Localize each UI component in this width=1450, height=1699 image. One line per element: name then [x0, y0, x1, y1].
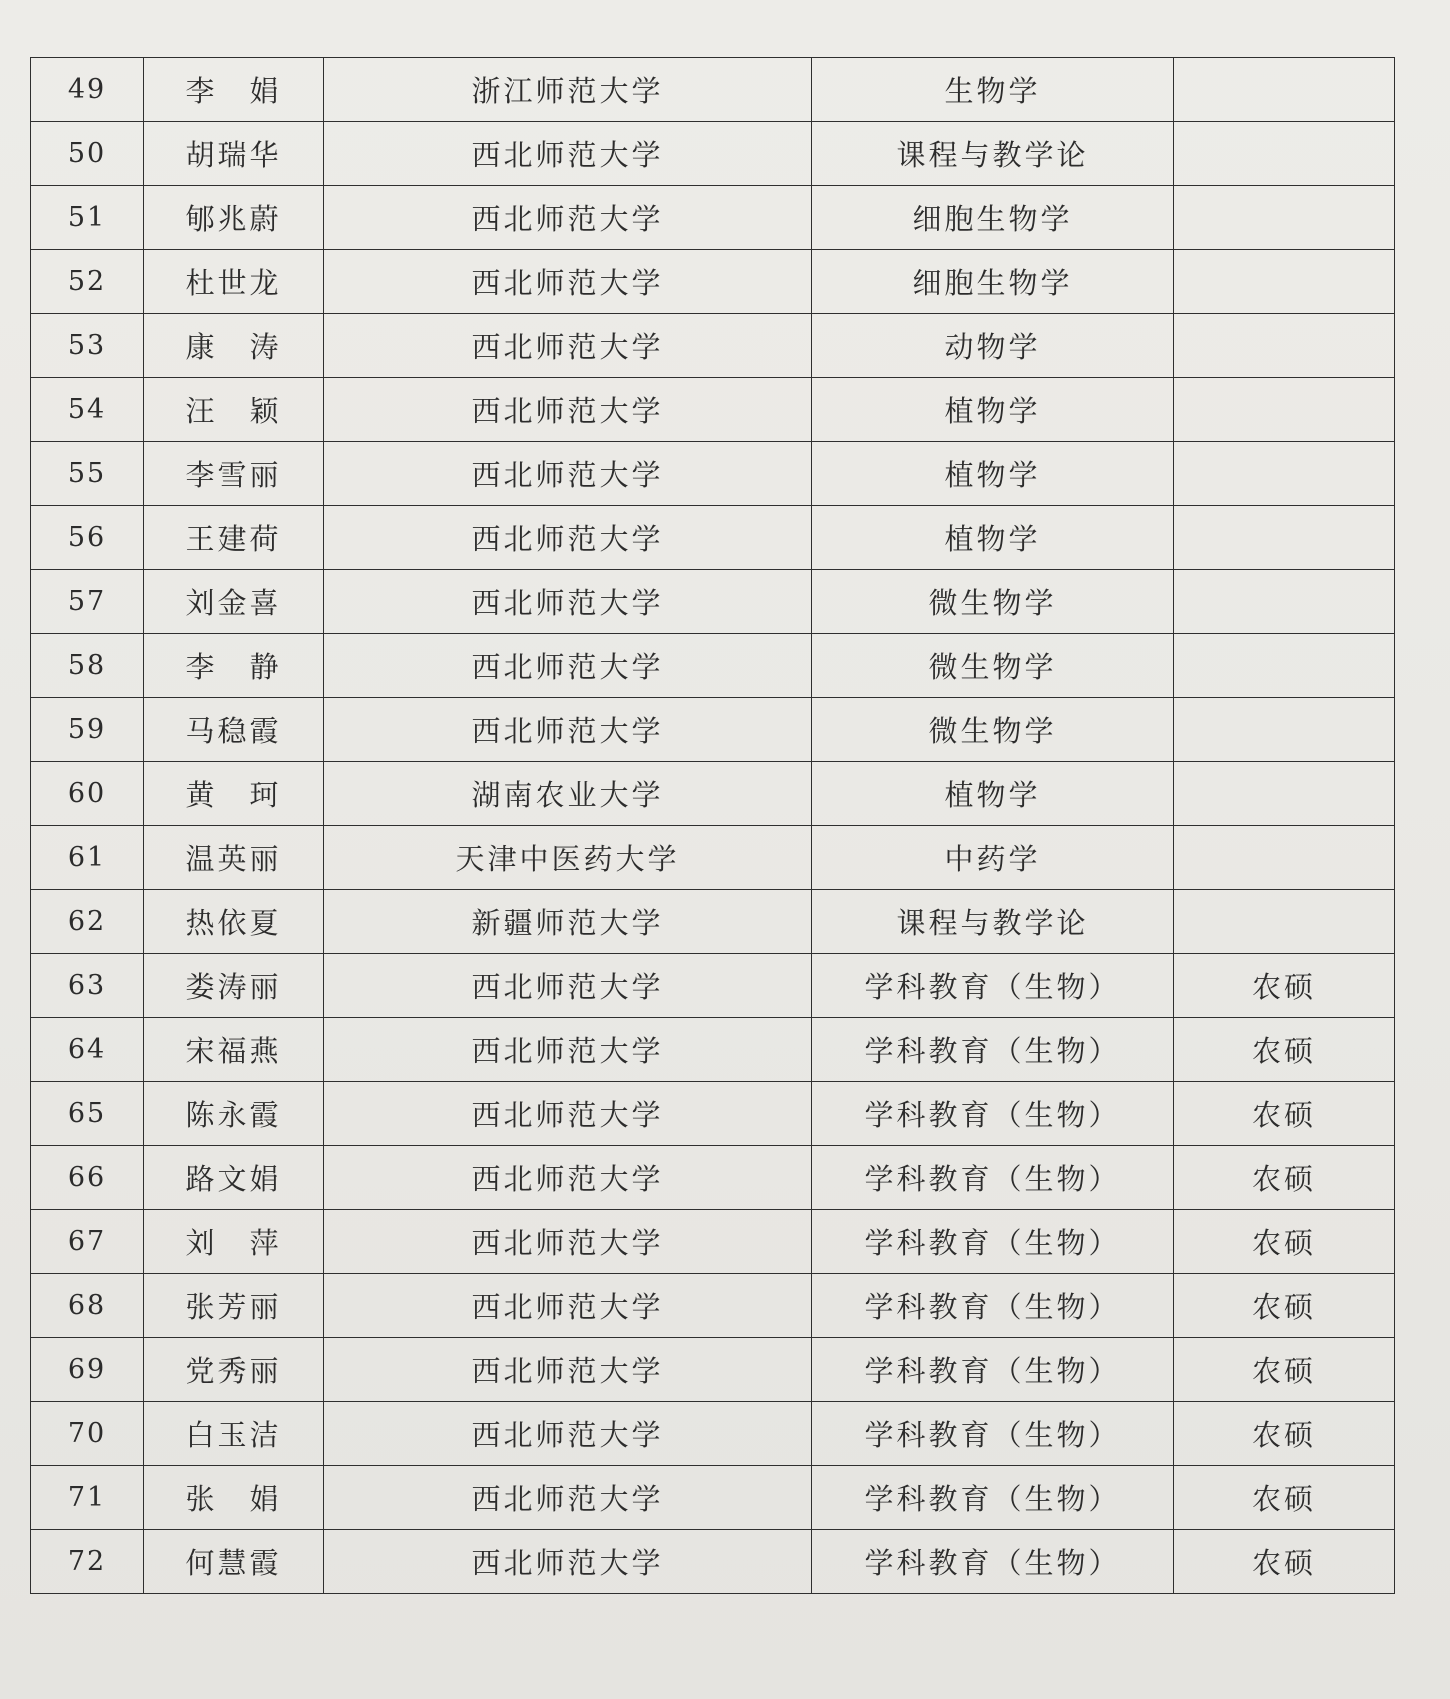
row-number: 54	[31, 378, 144, 442]
note-cell	[1174, 250, 1395, 314]
major-name: 课程与教学论	[812, 890, 1174, 954]
row-number: 60	[31, 762, 144, 826]
row-number: 59	[31, 698, 144, 762]
person-name: 李雪丽	[144, 442, 324, 506]
note-cell: 农硕	[1174, 1530, 1395, 1594]
major-name: 生物学	[812, 58, 1174, 122]
records-table	[30, 57, 1395, 1594]
row-number: 57	[31, 570, 144, 634]
major-name: 课程与教学论	[812, 122, 1174, 186]
note-cell: 农硕	[1174, 1146, 1395, 1210]
university-name: 西北师范大学	[324, 634, 812, 698]
row-number: 70	[31, 1402, 144, 1466]
table-row	[31, 1146, 1395, 1210]
note-cell	[1174, 58, 1395, 122]
table-row	[31, 1274, 1395, 1338]
person-name: 党秀丽	[144, 1338, 324, 1402]
row-number: 65	[31, 1082, 144, 1146]
row-number: 67	[31, 1210, 144, 1274]
table-row	[31, 122, 1395, 186]
person-name: 黄 珂	[144, 762, 324, 826]
note-cell	[1174, 314, 1395, 378]
university-name: 天津中医药大学	[324, 826, 812, 890]
university-name: 西北师范大学	[324, 250, 812, 314]
person-name: 李 娟	[144, 58, 324, 122]
university-name: 西北师范大学	[324, 378, 812, 442]
table-row	[31, 1210, 1395, 1274]
note-cell	[1174, 762, 1395, 826]
row-number: 68	[31, 1274, 144, 1338]
records-table-body	[31, 58, 1395, 1594]
person-name: 路文娟	[144, 1146, 324, 1210]
row-number: 56	[31, 506, 144, 570]
person-name: 白玉洁	[144, 1402, 324, 1466]
person-name: 温英丽	[144, 826, 324, 890]
table-row	[31, 1402, 1395, 1466]
person-name: 杜世龙	[144, 250, 324, 314]
person-name: 宋福燕	[144, 1018, 324, 1082]
university-name: 西北师范大学	[324, 698, 812, 762]
person-name: 刘 萍	[144, 1210, 324, 1274]
note-cell: 农硕	[1174, 1018, 1395, 1082]
major-name: 植物学	[812, 378, 1174, 442]
major-name: 微生物学	[812, 698, 1174, 762]
row-number: 72	[31, 1530, 144, 1594]
note-cell: 农硕	[1174, 954, 1395, 1018]
university-name: 西北师范大学	[324, 442, 812, 506]
table-row	[31, 378, 1395, 442]
table-row	[31, 826, 1395, 890]
university-name: 新疆师范大学	[324, 890, 812, 954]
table-row	[31, 506, 1395, 570]
table-row	[31, 58, 1395, 122]
row-number: 71	[31, 1466, 144, 1530]
note-cell	[1174, 378, 1395, 442]
university-name: 西北师范大学	[324, 1466, 812, 1530]
person-name: 刘金喜	[144, 570, 324, 634]
major-name: 动物学	[812, 314, 1174, 378]
table-row	[31, 250, 1395, 314]
note-cell: 农硕	[1174, 1210, 1395, 1274]
person-name: 王建荷	[144, 506, 324, 570]
major-name: 植物学	[812, 442, 1174, 506]
table-row	[31, 1018, 1395, 1082]
table-row	[31, 1530, 1395, 1594]
table-row	[31, 570, 1395, 634]
note-cell: 农硕	[1174, 1082, 1395, 1146]
row-number: 53	[31, 314, 144, 378]
table-row	[31, 186, 1395, 250]
table-row	[31, 634, 1395, 698]
university-name: 湖南农业大学	[324, 762, 812, 826]
university-name: 西北师范大学	[324, 1402, 812, 1466]
major-name: 中药学	[812, 826, 1174, 890]
note-cell	[1174, 122, 1395, 186]
table-row	[31, 762, 1395, 826]
university-name: 西北师范大学	[324, 1530, 812, 1594]
university-name: 西北师范大学	[324, 506, 812, 570]
person-name: 康 涛	[144, 314, 324, 378]
major-name: 学科教育（生物）	[812, 1082, 1174, 1146]
table-row	[31, 1082, 1395, 1146]
table-row	[31, 442, 1395, 506]
person-name: 何慧霞	[144, 1530, 324, 1594]
row-number: 51	[31, 186, 144, 250]
table-row	[31, 314, 1395, 378]
university-name: 西北师范大学	[324, 570, 812, 634]
university-name: 西北师范大学	[324, 1210, 812, 1274]
major-name: 学科教育（生物）	[812, 954, 1174, 1018]
note-cell	[1174, 634, 1395, 698]
major-name: 微生物学	[812, 634, 1174, 698]
note-cell	[1174, 442, 1395, 506]
note-cell	[1174, 698, 1395, 762]
person-name: 娄涛丽	[144, 954, 324, 1018]
note-cell	[1174, 890, 1395, 954]
row-number: 58	[31, 634, 144, 698]
table-row	[31, 954, 1395, 1018]
person-name: 汪 颖	[144, 378, 324, 442]
row-number: 61	[31, 826, 144, 890]
table-row	[31, 1466, 1395, 1530]
table-row	[31, 1338, 1395, 1402]
person-name: 马稳霞	[144, 698, 324, 762]
row-number: 62	[31, 890, 144, 954]
university-name: 西北师范大学	[324, 1338, 812, 1402]
university-name: 西北师范大学	[324, 122, 812, 186]
row-number: 55	[31, 442, 144, 506]
major-name: 植物学	[812, 762, 1174, 826]
note-cell	[1174, 186, 1395, 250]
university-name: 浙江师范大学	[324, 58, 812, 122]
major-name: 学科教育（生物）	[812, 1466, 1174, 1530]
person-name: 张芳丽	[144, 1274, 324, 1338]
row-number: 66	[31, 1146, 144, 1210]
major-name: 学科教育（生物）	[812, 1274, 1174, 1338]
note-cell: 农硕	[1174, 1466, 1395, 1530]
major-name: 学科教育（生物）	[812, 1018, 1174, 1082]
university-name: 西北师范大学	[324, 1146, 812, 1210]
person-name: 胡瑞华	[144, 122, 324, 186]
person-name: 李 静	[144, 634, 324, 698]
note-cell	[1174, 826, 1395, 890]
note-cell: 农硕	[1174, 1338, 1395, 1402]
page-bottom-margin	[0, 1620, 1450, 1699]
table-row	[31, 890, 1395, 954]
major-name: 细胞生物学	[812, 186, 1174, 250]
major-name: 植物学	[812, 506, 1174, 570]
major-name: 微生物学	[812, 570, 1174, 634]
major-name: 学科教育（生物）	[812, 1338, 1174, 1402]
university-name: 西北师范大学	[324, 1018, 812, 1082]
university-name: 西北师范大学	[324, 1082, 812, 1146]
major-name: 学科教育（生物）	[812, 1530, 1174, 1594]
university-name: 西北师范大学	[324, 314, 812, 378]
major-name: 细胞生物学	[812, 250, 1174, 314]
note-cell: 农硕	[1174, 1274, 1395, 1338]
person-name: 热依夏	[144, 890, 324, 954]
person-name: 张 娟	[144, 1466, 324, 1530]
table-row	[31, 698, 1395, 762]
university-name: 西北师范大学	[324, 186, 812, 250]
major-name: 学科教育（生物）	[812, 1402, 1174, 1466]
row-number: 49	[31, 58, 144, 122]
university-name: 西北师范大学	[324, 1274, 812, 1338]
row-number: 63	[31, 954, 144, 1018]
person-name: 郇兆蔚	[144, 186, 324, 250]
university-name: 西北师范大学	[324, 954, 812, 1018]
major-name: 学科教育（生物）	[812, 1146, 1174, 1210]
row-number: 52	[31, 250, 144, 314]
note-cell: 农硕	[1174, 1402, 1395, 1466]
row-number: 64	[31, 1018, 144, 1082]
person-name: 陈永霞	[144, 1082, 324, 1146]
note-cell	[1174, 506, 1395, 570]
row-number: 50	[31, 122, 144, 186]
note-cell	[1174, 570, 1395, 634]
major-name: 学科教育（生物）	[812, 1210, 1174, 1274]
row-number: 69	[31, 1338, 144, 1402]
